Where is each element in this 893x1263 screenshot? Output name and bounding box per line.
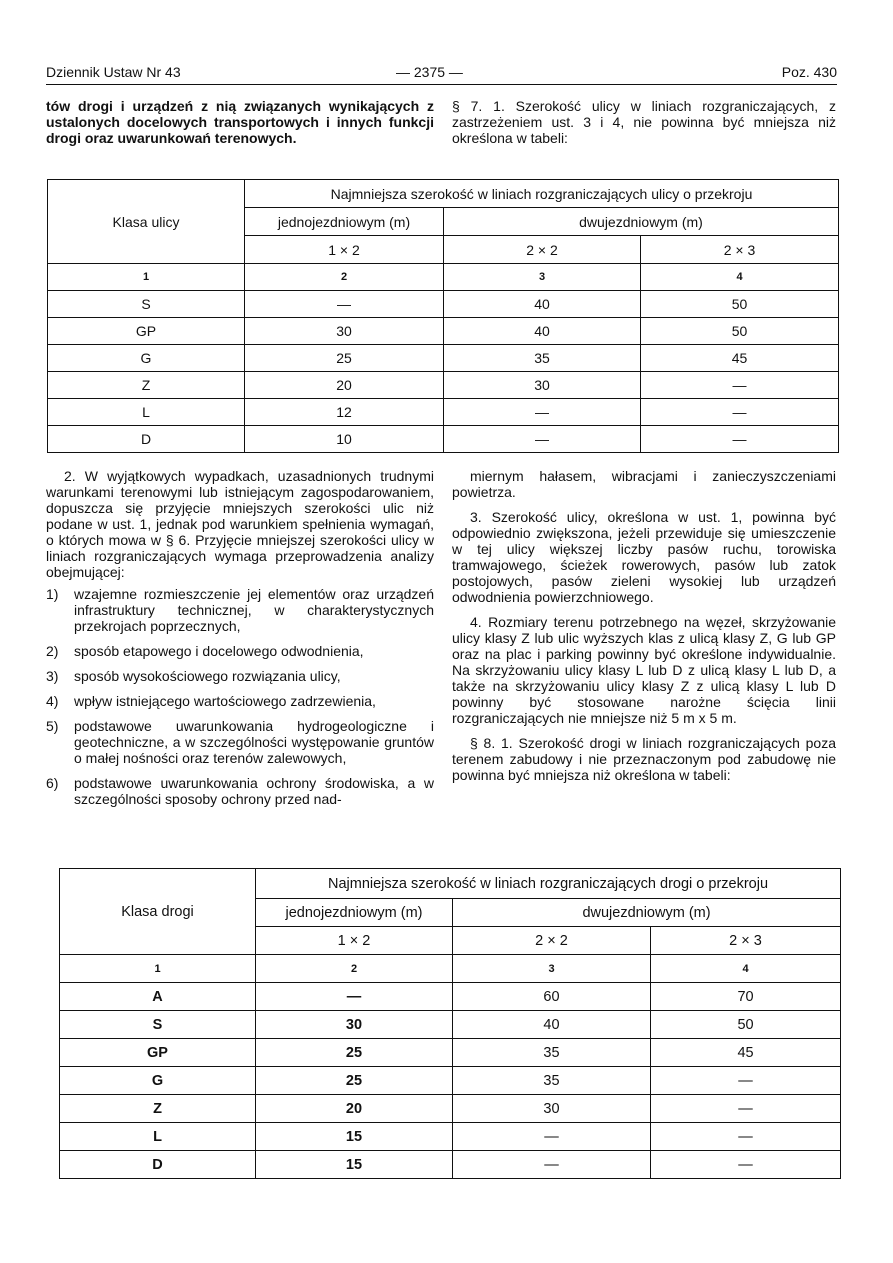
table1-class-header: Klasa ulicy — [48, 180, 245, 264]
table-row — [60, 1067, 841, 1095]
table-row — [60, 1123, 841, 1151]
table2-cell: L — [60, 1123, 256, 1151]
list-item-number: 2) — [46, 643, 59, 659]
table-row — [60, 1011, 841, 1039]
table2-cell: 60 — [453, 983, 651, 1011]
list-item-text: sposób etapowego i docelowego odwodnienia, — [74, 643, 364, 659]
section-7-2-column — [46, 468, 434, 816]
table2-colnum: 1 — [60, 955, 256, 983]
table1-cell: — — [641, 399, 839, 426]
table2-cell: — — [453, 1151, 651, 1179]
list-item-number: 5) — [46, 718, 59, 734]
table2-cell: 50 — [651, 1011, 841, 1039]
table1-colnum: 1 — [48, 264, 245, 291]
street-width-table — [47, 179, 839, 453]
table2-class-header: Klasa drogi — [60, 869, 256, 955]
table1-cell: — — [641, 372, 839, 399]
list-item — [46, 718, 434, 766]
table-row — [48, 372, 839, 399]
table2-cell: — — [651, 1067, 841, 1095]
table1-single-header: jednojezdniowym (m) — [245, 208, 444, 236]
table1-cell: — — [444, 426, 641, 453]
table2-sub1: 1 × 2 — [256, 927, 453, 955]
table2-colnum: 3 — [453, 955, 651, 983]
table1-cell: GP — [48, 318, 245, 345]
table1-cell: S — [48, 291, 245, 318]
list-item-text: podstawowe uwarunkowania ochrony środowiska, a w szczególności sposoby ochrony przed nad- — [74, 775, 434, 807]
list-item-text: sposób wysokościowego rozwiązania ulicy, — [74, 668, 341, 684]
table-row — [60, 1095, 841, 1123]
table2-cell: 45 — [651, 1039, 841, 1067]
table1-sub3: 2 × 3 — [641, 236, 839, 264]
list-item-number: 3) — [46, 668, 59, 684]
table-row — [60, 1039, 841, 1067]
table1-cell: Z — [48, 372, 245, 399]
table1-cell: 40 — [444, 291, 641, 318]
table1-group-header: Najmniejsza szerokość w liniach rozgraniczających ulicy o przekroju — [245, 180, 839, 208]
road-width-table — [59, 868, 841, 1179]
table2-cell: 70 — [651, 983, 841, 1011]
table2-cell: — — [651, 1151, 841, 1179]
header-position: Poz. 430 — [781, 64, 837, 80]
table1-cell: 45 — [641, 345, 839, 372]
table1-cell: 25 — [245, 345, 444, 372]
table1-cell: G — [48, 345, 245, 372]
list-item-number: 4) — [46, 693, 59, 709]
list-item — [46, 643, 434, 659]
list-item — [46, 586, 434, 634]
analysis-list — [46, 586, 434, 807]
top-right-text: § 7. 1. Szerokość ulicy w liniach rozgraniczających, z zastrzeżeniem ust. 3 i 4, nie powinna być mniejsza niż określona w tabeli: — [452, 98, 836, 146]
paragraph-7-3: 3. Szerokość ulicy, określona w ust. 1, powinna być odpowiednio zwiększona, jeżeli przewiduje się umieszczenie w tej ulicy większej liczby pasów ruchu, torowiska tramwajowego, ścieżek rowerowych, pasów lub zatok postojowych, pasów zieleni wysokiej lub urządzeń odwodnienia powierzchniowego. — [452, 509, 836, 605]
table-row — [48, 318, 839, 345]
list-item-number: 6) — [46, 775, 59, 791]
table2-colnum: 2 — [256, 955, 453, 983]
list-item-text: wzajemne rozmieszczenie jej elementów oraz urządzeń infrastruktury technicznej, w charakterystycznych przekrojach poprzecznych, — [74, 586, 434, 634]
table2-cell: 25 — [256, 1039, 453, 1067]
table2-cell: 30 — [256, 1011, 453, 1039]
table1-cell: 10 — [245, 426, 444, 453]
section-7-2-intro: 2. W wyjątkowych wypadkach, uzasadnionych trudnymi warunkami terenowymi lub istniejącym zagospodarowaniem, dopuszcza się przyjęcie mniejszych szerokości ulic niż podane w ust. 1, jednak pod warunkiem spełnienia wymagań, o których mowa w § 6. Przyjęcie mniejszej szerokości ulicy w liniach rozgraniczających wymaga przeprowadzenia analizy obejmującej: — [46, 468, 434, 580]
paragraph-7-2-end: miernym hałasem, wibracjami i zanieczyszczeniami powietrza. — [452, 468, 836, 500]
header-journal: Dziennik Ustaw Nr 43 — [46, 64, 181, 80]
table-row — [48, 291, 839, 318]
table1-cell: 30 — [444, 372, 641, 399]
table2-dual-header: dwujezdniowym (m) — [453, 899, 841, 927]
list-item — [46, 775, 434, 807]
table2-cell: 15 — [256, 1151, 453, 1179]
table2-sub2: 2 × 2 — [453, 927, 651, 955]
table2-cell: GP — [60, 1039, 256, 1067]
table2-cell: — — [453, 1123, 651, 1151]
table1-cell: — — [245, 291, 444, 318]
table2-cell: 30 — [453, 1095, 651, 1123]
table2-group-header: Najmniejsza szerokość w liniach rozgraniczających drogi o przekroju — [256, 869, 841, 899]
table2-cell: 15 — [256, 1123, 453, 1151]
list-item-number: 1) — [46, 586, 59, 602]
paragraph-8-1: § 8. 1. Szerokość drogi w liniach rozgraniczających poza terenem zabudowy i nie przeznaczonym pod zabudowę nie powinna być mniejsza niż określona w tabeli: — [452, 735, 836, 783]
list-item — [46, 693, 434, 709]
list-item-text: wpływ istniejącego wartościowego zadrzewienia, — [74, 693, 376, 709]
section-7-continued-column — [452, 468, 836, 783]
table1-sub2: 2 × 2 — [444, 236, 641, 264]
table1-cell: 20 — [245, 372, 444, 399]
table1-sub1: 1 × 2 — [245, 236, 444, 264]
table1-cell: D — [48, 426, 245, 453]
table2-cell: S — [60, 1011, 256, 1039]
table2-cell: A — [60, 983, 256, 1011]
table1-cell: 35 — [444, 345, 641, 372]
table2-cell: Z — [60, 1095, 256, 1123]
header-page-number: — 2375 — — [396, 64, 463, 80]
header-rule — [46, 84, 837, 85]
list-item-text: podstawowe uwarunkowania hydrogeologiczne i geotechniczne, a w szczególności występowanie gruntów o małej nośności oraz terenów zalewowych, — [74, 718, 434, 766]
paragraph-7-4: 4. Rozmiary terenu potrzebnego na węzeł, skrzyżowanie ulicy klasy Z lub ulic wyższych klas z ulicą klasy Z, G lub GP oraz na plac i parking powinny być określone indywidualnie. Na skrzyżowaniu ulicy klasy L lub D z ulicą klasy L lub D, a także na skrzyżowaniu ulicy klasy Z z ulicą klasy L lub D powinny być stosowane narożne ścięcia linii rozgraniczających nie mniejsze niż 5 m x 5 m. — [452, 614, 836, 726]
table2-cell: D — [60, 1151, 256, 1179]
table1-colnum: 4 — [641, 264, 839, 291]
list-item — [46, 668, 434, 684]
table1-dual-header: dwujezdniowym (m) — [444, 208, 839, 236]
table1-cell: — — [641, 426, 839, 453]
table-row — [60, 983, 841, 1011]
table2-cell: G — [60, 1067, 256, 1095]
table1-cell: 12 — [245, 399, 444, 426]
top-left-text: tów drogi i urządzeń z nią związanych wynikających z ustalonych docelowych transportowych i innych funkcji drogi oraz uwarunkowań terenowych. — [46, 98, 434, 146]
table2-single-header: jednojezdniowym (m) — [256, 899, 453, 927]
table2-cell: — — [256, 983, 453, 1011]
table2-cell: 35 — [453, 1067, 651, 1095]
table1-cell: 50 — [641, 291, 839, 318]
table1-colnum: 3 — [444, 264, 641, 291]
table-row — [48, 345, 839, 372]
table1-cell: — — [444, 399, 641, 426]
table1-cell: L — [48, 399, 245, 426]
table2-cell: 20 — [256, 1095, 453, 1123]
table2-colnum: 4 — [651, 955, 841, 983]
table2-cell: 25 — [256, 1067, 453, 1095]
table2-cell: — — [651, 1095, 841, 1123]
table-row — [60, 1151, 841, 1179]
table1-cell: 50 — [641, 318, 839, 345]
table2-cell: — — [651, 1123, 841, 1151]
table1-colnum: 2 — [245, 264, 444, 291]
table2-sub3: 2 × 3 — [651, 927, 841, 955]
table2-cell: 35 — [453, 1039, 651, 1067]
table-row — [48, 426, 839, 453]
table1-cell: 30 — [245, 318, 444, 345]
table2-cell: 40 — [453, 1011, 651, 1039]
table1-cell: 40 — [444, 318, 641, 345]
table-row — [48, 399, 839, 426]
